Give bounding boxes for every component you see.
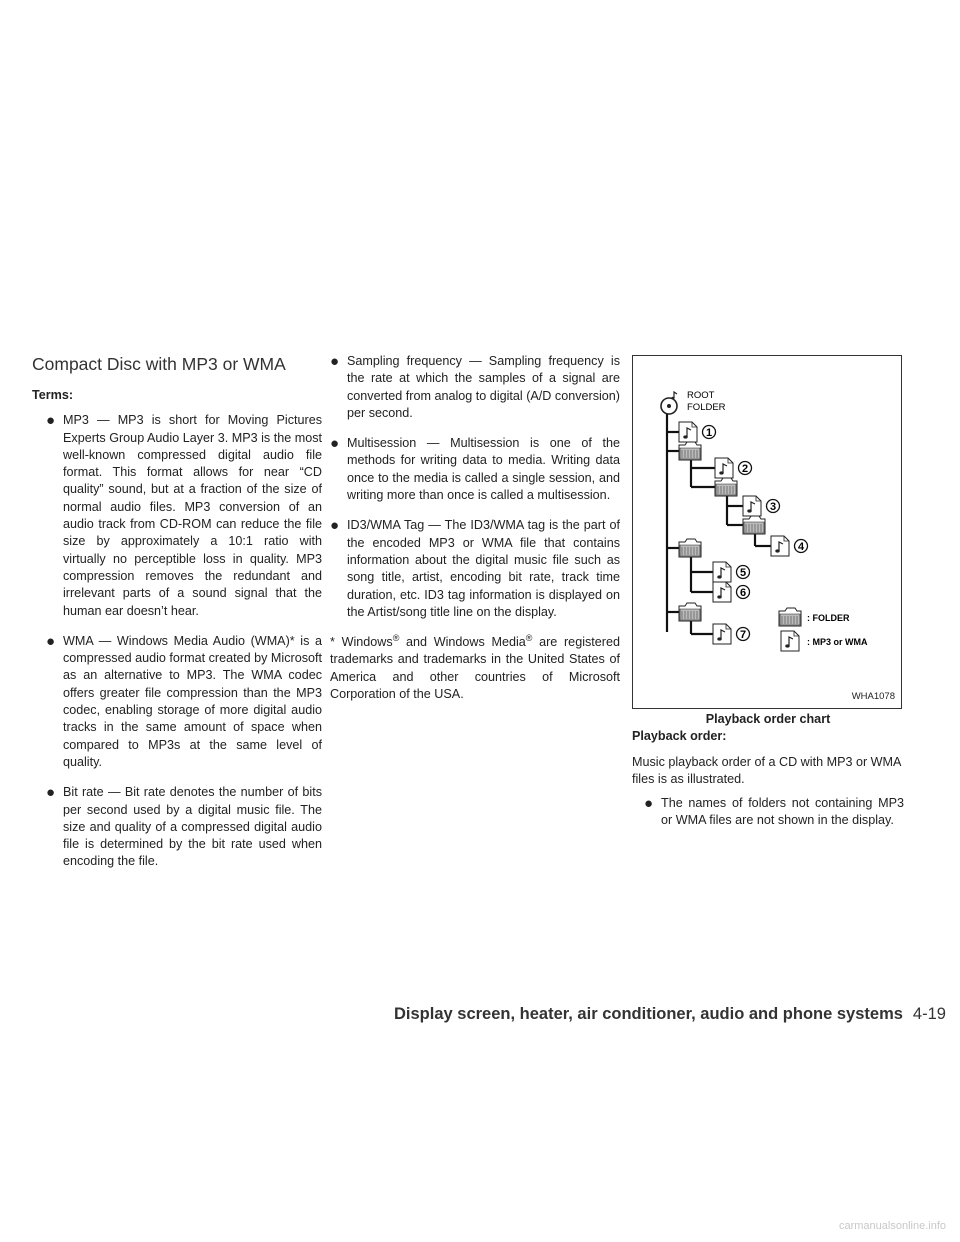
- playback-note: ● The names of folders not containing MP3 or WMA files are not shown in the display.: [644, 795, 904, 828]
- term-bit-rate: ● Bit rate — Bit rate denotes the number of bits per second used by a digital music file. The size and quality of a compressed digital audio file is determined by the bit rate used when encoding the file.: [46, 784, 322, 869]
- root-label-line1: ROOT: [687, 390, 715, 401]
- column-middle: [330, 353, 620, 703]
- folder-icon: [743, 516, 765, 534]
- folder-icon: [679, 442, 701, 460]
- track-number-5: 5: [739, 567, 747, 579]
- folder-icon: [679, 603, 701, 621]
- watermark: carmanualsonline.info: [838, 1220, 946, 1232]
- root-label-line2: FOLDER: [687, 402, 726, 413]
- chapter-title: Display screen, heater, air conditioner, audio and phone systems: [394, 1005, 903, 1023]
- folder-tree-diagram: [633, 356, 901, 708]
- playback-order-heading: Playback order:: [632, 729, 727, 744]
- cd-root-icon: [661, 392, 677, 414]
- term-mp3: ● MP3 — MP3 is short for Moving Pictures Experts Group Audio Layer 3. MP3 is the most well-known compressed digital audio file format. This format allows for near “CD quality” sound, but at a fraction of the size of normal audio files. MP3 conversion of an audio track from CD-ROM can reduce the file size by approximately a 10:1 ratio with virtually no perceptible loss in quality. MP3 compression removes the redundant and irrelevant parts of a sound signal that the human ear doesn’t hear.: [46, 412, 322, 618]
- page-number: 4-19: [912, 1005, 946, 1023]
- track-number-1: 1: [705, 427, 713, 439]
- bullet-icon: ●: [46, 784, 56, 802]
- playback-order-text: Music playback order of a CD with MP3 or WMA files is as illustrated.: [632, 754, 901, 786]
- folder-icon: [715, 478, 737, 496]
- legend-folder-label: : FOLDER: [807, 613, 850, 623]
- music-file-icon: [743, 496, 761, 516]
- music-file-icon: [679, 422, 697, 442]
- track-number-3: 3: [769, 501, 777, 513]
- section-title: Compact Disc with MP3 or WMA: [32, 354, 286, 374]
- column-right: [632, 355, 904, 843]
- figure-caption: Playback order chart: [705, 712, 831, 726]
- terms-label: Terms:: [32, 388, 74, 402]
- term-multisession: ● Multisession — Multisession is one of the methods for writing data to media. Writing data once to the media is called a single session, and writing more than once is called a multisession.: [330, 435, 620, 503]
- track-number-6: 6: [739, 587, 747, 599]
- term-wma: ● WMA — Windows Media Audio (WMA)* is a compressed audio format created by Microsoft as an alternative to MP3. The WMA codec offers greater file compression than the MP3 codec, enabling storage of more digital audio tracks in the same amount of space when compared to MP3s at the same level of quality.: [46, 632, 322, 769]
- legend-file-icon: [781, 631, 799, 651]
- playback-order-figure: [632, 355, 902, 709]
- column-left: [32, 353, 322, 884]
- bullet-icon: ●: [330, 435, 340, 453]
- folder-icon: [679, 539, 701, 557]
- track-number-2: 2: [741, 463, 749, 475]
- music-file-icon: [713, 582, 731, 602]
- trademark-footnote: * Windows® and Windows Media® are registered trademarks and trademarks in the United States of America and other countries of Microsoft Corporation of the USA.: [330, 632, 620, 702]
- track-number-7: 7: [739, 629, 747, 641]
- bullet-icon: ●: [46, 412, 56, 430]
- term-id3-wma-tag: ● ID3/WMA Tag — The ID3/WMA tag is the part of the encoded MP3 or WMA file that contains information about the digital music file such as song title, artist, encoding bit rate, track time duration, etc. ID3 tag information is displayed on the Artist/song title line on the display.: [330, 517, 620, 619]
- music-file-icon: [771, 536, 789, 556]
- bullet-icon: ●: [330, 353, 340, 370]
- legend-file-label: : MP3 or WMA: [807, 637, 868, 647]
- music-file-icon: [715, 458, 733, 478]
- music-file-icon: [713, 562, 731, 582]
- page-footer: [394, 1005, 946, 1024]
- bullet-icon: ●: [330, 517, 340, 535]
- bullet-icon: ●: [46, 632, 56, 650]
- term-sampling-frequency: ● Sampling frequency — Sampling frequency is the rate at which the samples of a signal are converted from analog to digital (A/D conversion) per second.: [330, 353, 620, 420]
- bullet-icon: ●: [644, 795, 654, 813]
- figure-code: WHA1078: [851, 690, 895, 702]
- music-file-icon: [713, 624, 731, 644]
- track-number-4: 4: [797, 541, 805, 553]
- legend-folder-icon: [779, 608, 801, 626]
